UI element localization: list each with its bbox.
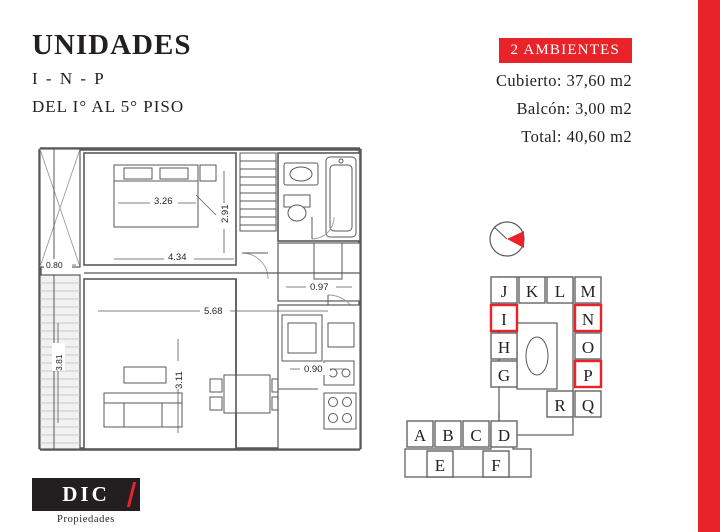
spec-row-total xyxy=(372,127,632,147)
keyplan-label-F: F xyxy=(491,456,501,475)
keyplan-label-E: E xyxy=(434,456,446,475)
keyplan-label-I: I xyxy=(501,310,507,329)
keyplan-label-M: M xyxy=(580,282,596,301)
keyplan-label-D: D xyxy=(497,426,511,445)
spec-block xyxy=(372,38,632,147)
logo xyxy=(32,478,144,525)
spec-label-total: Total: xyxy=(521,127,562,146)
unit-codes: I - N - P xyxy=(32,68,106,88)
keyplan-label-B: B xyxy=(442,426,454,445)
keyplan-label-P: P xyxy=(583,366,593,385)
dim-0-80: 0.80 xyxy=(46,260,63,270)
logo-accent-slash xyxy=(127,482,136,507)
dim-3-26: 3.26 xyxy=(154,196,173,207)
logo-subtitle: Propiedades xyxy=(57,514,115,525)
dim-0-97: 0.97 xyxy=(310,282,329,293)
keyplan-label-R: R xyxy=(554,396,566,415)
dim-4-34: 4.34 xyxy=(168,252,187,263)
north-indicator xyxy=(490,222,524,256)
dim-3-81: 3.81 xyxy=(54,354,64,371)
spec-value-total: 40,60 m2 xyxy=(566,127,632,146)
dim-0-90: 0.90 xyxy=(304,364,323,375)
keyplan-label-C: C xyxy=(470,426,482,445)
keyplan-label-A: A xyxy=(413,426,427,445)
right-red-bar xyxy=(698,0,720,532)
key-plan xyxy=(395,215,645,495)
keyplan-label-K: K xyxy=(525,282,539,301)
keyplan-label-H: H xyxy=(497,338,511,357)
spec-label-cubierto: Cubierto: xyxy=(495,71,562,90)
spec-row-cubierto xyxy=(372,71,632,91)
spec-label-balcon: Balcón: xyxy=(516,99,571,118)
page-title: UNIDADES xyxy=(32,29,192,61)
keyplan-label-Q: Q xyxy=(581,396,595,415)
floor-range: DEL I° AL 5° PISO xyxy=(32,96,185,116)
dim-2-91: 2.91 xyxy=(220,204,231,223)
floor-plan xyxy=(28,143,388,455)
keyplan-label-L: L xyxy=(554,282,566,301)
dim-5-68: 5.68 xyxy=(204,306,223,317)
spec-value-balcon: 3,00 m2 xyxy=(575,99,632,118)
keyplan-label-J: J xyxy=(500,282,508,301)
title-block xyxy=(32,30,372,117)
keyplan-label-N: N xyxy=(581,310,595,329)
status-badge: 2 AMBIENTES xyxy=(499,38,632,63)
spec-value-cubierto: 37,60 m2 xyxy=(566,71,632,90)
spec-row-balcon xyxy=(372,99,632,119)
dim-3-11: 3.11 xyxy=(174,371,185,389)
logo-name: DIC xyxy=(62,482,110,506)
keyplan-label-G: G xyxy=(497,366,511,385)
logo-box xyxy=(32,478,140,511)
keyplan-label-O: O xyxy=(581,338,595,357)
